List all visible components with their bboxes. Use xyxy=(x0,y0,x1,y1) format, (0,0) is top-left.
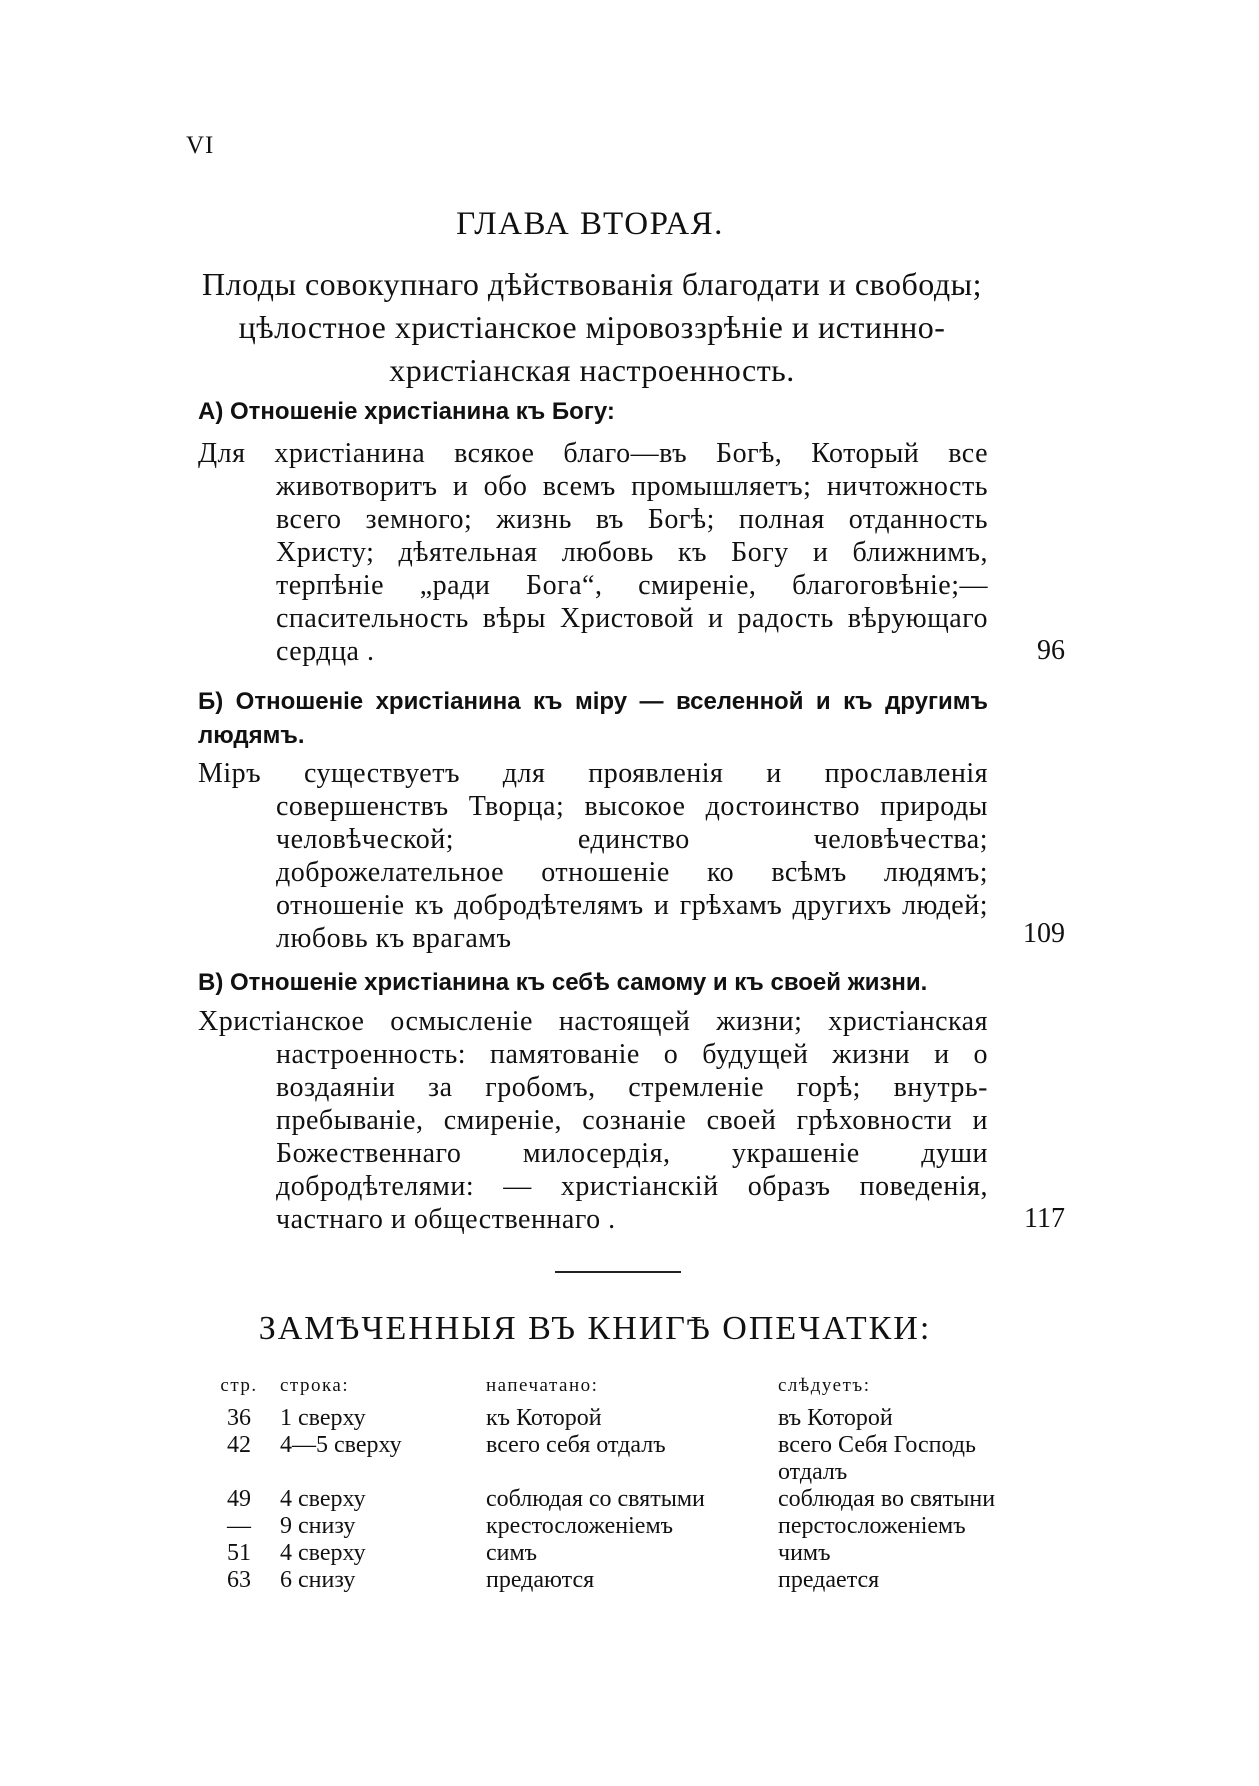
errata-should: перстосложеніемъ xyxy=(778,1513,966,1539)
errata-page: 63 xyxy=(227,1567,251,1593)
section-c-body: Христіанское осмысленіе настоящей жизни; христіанская настроенность: памятованіе о будущей жизни и о воздаяніи за гробомъ, стремленіе горѣ; внутрь-пребываніе, смиреніе, сознаніе своей грѣховности и Божественнаго милосердія, украшеніе души добродѣтелями: — христіанскій образъ поведенія, частнаго и общественнаго . xyxy=(198,1006,988,1235)
errata-printed: крестосложеніемъ xyxy=(486,1513,674,1539)
section-a-heading: А) Отношеніе христіанина къ Богу: xyxy=(198,398,615,425)
errata-row xyxy=(198,1540,1048,1567)
errata-row xyxy=(198,1513,1048,1540)
section-b-heading: Б) Отношеніе христіанина къ міру — вселенной и къ другимъ людямъ. xyxy=(198,688,988,749)
chapter-title: ГЛАВА ВТОРАЯ. xyxy=(456,206,724,242)
section-c-heading: В) Отношеніе христіанина къ себѣ самому и къ своей жизни. xyxy=(198,969,928,996)
errata-printed: соблюдая со святыми xyxy=(486,1486,705,1512)
errata-should: чимъ xyxy=(778,1540,831,1566)
errata-should: въ Которой xyxy=(778,1405,893,1431)
errata-line: 6 снизу xyxy=(280,1567,356,1593)
errata-row xyxy=(198,1432,1048,1486)
page-number: VI xyxy=(186,132,215,159)
divider-rule xyxy=(555,1271,681,1273)
errata-should: предается xyxy=(778,1567,880,1593)
errata-line: 1 сверху xyxy=(280,1405,366,1431)
errata-row xyxy=(198,1405,1048,1432)
errata-page: 49 xyxy=(227,1486,251,1512)
errata-printed: къ Которой xyxy=(486,1405,602,1431)
errata-title: ЗАМѢЧЕННЫЯ ВЪ КНИГѢ ОПЕЧАТКИ: xyxy=(258,1310,932,1347)
errata-printed: всего себя отдалъ xyxy=(486,1432,666,1458)
section-a-body: Для христіанина всякое благо—въ Богѣ, Который все животворитъ и обо всемъ промышляетъ; ничтожность всего земного; жизнь въ Богѣ; полная отданность Христу; дѣятельная любовь къ Богу и ближнимъ, терпѣніе „ради Бога“, смиреніе, благоговѣніе;—спасительность вѣры Христовой и радость вѣрующаго сердца . xyxy=(198,438,988,667)
errata-header-line: строка: xyxy=(280,1375,350,1396)
errata-should: всего Себя Господь отдалъ xyxy=(778,1432,976,1485)
errata-printed: предаются xyxy=(486,1567,595,1593)
errata-line: 9 снизу xyxy=(280,1513,356,1539)
errata-page: — xyxy=(227,1513,251,1539)
errata-row xyxy=(198,1567,1048,1594)
errata-printed: симъ xyxy=(486,1540,538,1566)
errata-line: 4 сверху xyxy=(280,1486,366,1512)
section-b-page-ref: 109 xyxy=(1023,918,1065,949)
chapter-subtitle: Плоды совокупнаго дѣйствованія благодати и свободы; цѣлостное христіанское міровоззрѣніе и истинно-христіанская настроенность. xyxy=(202,266,982,388)
errata-header-page: стр. xyxy=(220,1375,258,1396)
errata-header-row xyxy=(198,1373,1048,1405)
section-b-body: Міръ существуетъ для проявленія и прославленія совершенствъ Творца; высокое достоинство природы человѣческой; единство человѣчества; доброжелательное отношеніе ко всѣмъ людямъ; отношеніе къ добродѣтелямъ и грѣхамъ другихъ людей; любовь къ врагамъ xyxy=(198,758,988,954)
section-c-page-ref: 117 xyxy=(1024,1203,1065,1234)
errata-page: 51 xyxy=(227,1540,251,1566)
errata-header-should: слѣдуетъ: xyxy=(778,1375,871,1396)
errata-table xyxy=(198,1373,1048,1594)
errata-page: 42 xyxy=(227,1432,251,1458)
section-a-page-ref: 96 xyxy=(1037,635,1065,666)
errata-line: 4—5 сверху xyxy=(280,1432,402,1458)
errata-page: 36 xyxy=(227,1405,251,1431)
errata-should: соблюдая во святыни xyxy=(778,1486,996,1512)
errata-row xyxy=(198,1486,1048,1513)
errata-header-printed: напечатано: xyxy=(486,1375,599,1396)
errata-line: 4 сверху xyxy=(280,1540,366,1566)
